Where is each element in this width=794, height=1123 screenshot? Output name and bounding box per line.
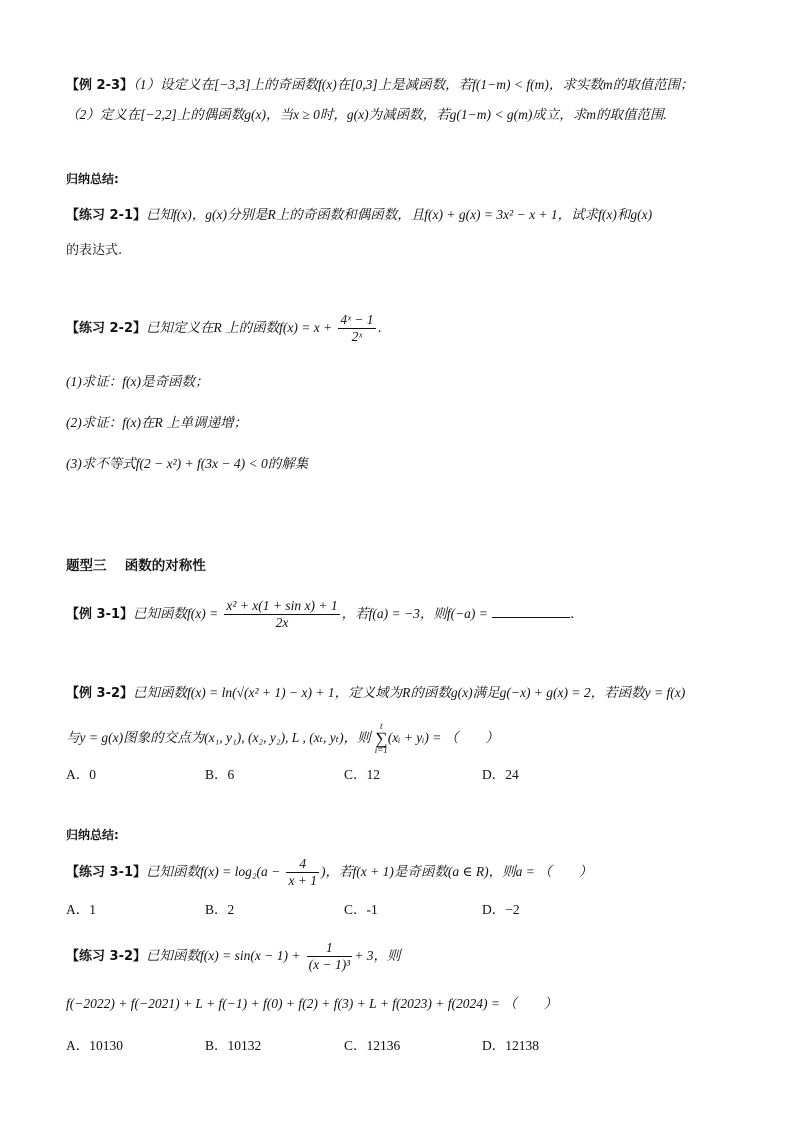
example-3-2-option-b[interactable]: B．6 — [205, 767, 235, 782]
practice-3-2-fraction-denominator: (x − 1)³ — [308, 957, 351, 972]
practice-3-2-option-a[interactable]: A．10130 — [66, 1038, 123, 1053]
practice-3-1-fraction-numerator: 4 — [286, 856, 319, 873]
practice-3-1-tag: 【练习 3-1】 — [66, 865, 147, 880]
example-3-2-option-c[interactable]: C．12 — [344, 767, 381, 782]
practice-3-1-lead: 已知函数f(x) = log₂(a − — [146, 864, 281, 879]
practice-3-1-fraction-denominator: x + 1 — [288, 873, 318, 888]
summation-sigma: ∑ — [375, 729, 388, 748]
practice-2-2-q3-text: (3)求不等式f(2 − x²) + f(3x − 4) < 0的解集 — [66, 456, 309, 471]
practice-2-1-line-2 — [66, 242, 122, 260]
example-3-1-tail: ，若f(a) = −3，则f(−a) = — [341, 606, 488, 621]
example-3-1-answer-blank[interactable] — [492, 605, 570, 618]
practice-3-2-statement — [66, 940, 400, 973]
practice-3-1-option-c[interactable]: C．-1 — [344, 902, 378, 917]
practice-2-2-q1-text: (1)求证：f(x)是奇函数； — [66, 374, 209, 389]
summation-symbol — [375, 722, 388, 755]
example-3-2-option-d[interactable]: D．24 — [482, 767, 519, 782]
practice-2-2-q2 — [66, 414, 247, 433]
practice-3-1-tail: )，若f(x + 1)是奇函数(a ∈ R)，则a = （ ） — [321, 864, 593, 879]
practice-3-1-fraction — [286, 856, 319, 889]
example-3-2-option-a[interactable]: A．0 — [66, 767, 96, 782]
example-3-2-text-2a: 与y = g(x)图象的交点为(x₁, y₁), (x₂, y₂), L , (xₜ, yₜ)，则 — [66, 730, 371, 745]
practice-2-1-text-1: 已知f(x)，g(x)分别是R上的奇函数和偶函数，且f(x) + g(x) = 3x² − x + 1，试求f(x)和g(x) — [146, 207, 653, 222]
practice-2-2-q3 — [66, 455, 308, 474]
practice-2-1-line-1 — [66, 206, 652, 225]
example-2-3-text-2: （2）定义在[−2,2]上的偶函数g(x)，当x ≥ 0时，g(x)为减函数，若g(1−m) < g(m)成立，求m的取值范围. — [66, 107, 667, 122]
example-3-1-tag: 【例 3-1】 — [66, 607, 134, 622]
practice-3-2-option-b[interactable]: B．10132 — [205, 1038, 262, 1053]
practice-2-2-tag: 【练习 2-2】 — [66, 321, 147, 336]
practice-2-2-fraction-numerator: 4ˣ − 1 — [340, 312, 374, 327]
practice-2-2-fraction — [338, 312, 375, 345]
example-3-1-fraction-numerator: x² + x(1 + sin x) + 1 — [226, 598, 338, 613]
example-3-2-text-1: 已知函数f(x) = ln(√(x² + 1) − x) + 1，定义域为R的函数g(x)满足g(−x) + g(x) = 2，若函数y = f(x) — [133, 685, 686, 700]
practice-2-2-lead: 已知定义在R 上的函数f(x) = x + — [146, 320, 333, 335]
practice-3-1-option-a[interactable]: A．1 — [66, 902, 96, 917]
practice-3-1-option-d[interactable]: D．−2 — [482, 902, 520, 917]
practice-3-1-option-b[interactable]: B．2 — [205, 902, 235, 917]
practice-3-2-tag: 【练习 3-2】 — [66, 949, 147, 964]
practice-2-2-statement — [66, 312, 382, 345]
summary-label-2: 归纳总结: — [66, 828, 119, 842]
example-3-1-fraction — [224, 598, 339, 631]
summary-label-1: 归纳总结: — [66, 172, 119, 186]
example-3-2-tag: 【例 3-2】 — [66, 686, 134, 701]
practice-3-2-tail: + 3，则 — [354, 948, 401, 963]
example-3-2-line-1 — [66, 684, 685, 703]
practice-2-2-tail: . — [377, 321, 382, 336]
practice-3-2-expression: f(−2022) + f(−2021) + L + f(−1) + f(0) + f(2) + f(3) + L + f(2023) + f(2024) = （ ） — [66, 996, 558, 1011]
practice-2-2-q1 — [66, 373, 208, 392]
practice-3-2-option-c[interactable]: C．12136 — [344, 1038, 401, 1053]
section-3-heading: 题型三 函数的对称性 — [66, 558, 206, 574]
example-2-3-line-2 — [66, 106, 667, 125]
example-3-1-fraction-denominator: 2x — [275, 615, 289, 630]
practice-2-1-tag: 【练习 2-1】 — [66, 208, 147, 223]
practice-3-2-lead: 已知函数f(x) = sin(x − 1) + — [146, 948, 301, 963]
example-2-3-line-1 — [66, 76, 694, 95]
practice-3-2-expression-line — [66, 995, 557, 1014]
example-3-1-lead: 已知函数f(x) = — [133, 606, 219, 621]
example-3-1-statement — [66, 598, 574, 631]
practice-3-2-option-d[interactable]: D．12138 — [482, 1038, 539, 1053]
example-3-2-line-2 — [66, 722, 499, 755]
practice-3-1-statement — [66, 856, 592, 889]
practice-2-1-text-2: 的表达式. — [66, 243, 123, 258]
example-3-2-text-2b: (xᵢ + yᵢ) = （ ） — [387, 730, 499, 745]
summation-upper: t — [380, 721, 383, 731]
practice-3-2-fraction — [307, 940, 353, 973]
example-3-1-end: . — [570, 607, 575, 622]
practice-2-2-fraction-denominator: 2ˣ — [351, 329, 363, 344]
summation-lower: i=1 — [374, 745, 388, 755]
practice-3-2-fraction-numerator: 1 — [307, 940, 353, 957]
example-2-3-text-1: （1）设定义在[−3,3]上的奇函数f(x)在[0,3]上是减函数，若f(1−m) < f(m)，求实数m的取值范围； — [133, 77, 694, 92]
practice-2-2-q2-text: (2)求证：f(x)在R 上单调递增； — [66, 415, 248, 430]
example-2-3-tag: 【例 2-3】 — [66, 78, 134, 93]
